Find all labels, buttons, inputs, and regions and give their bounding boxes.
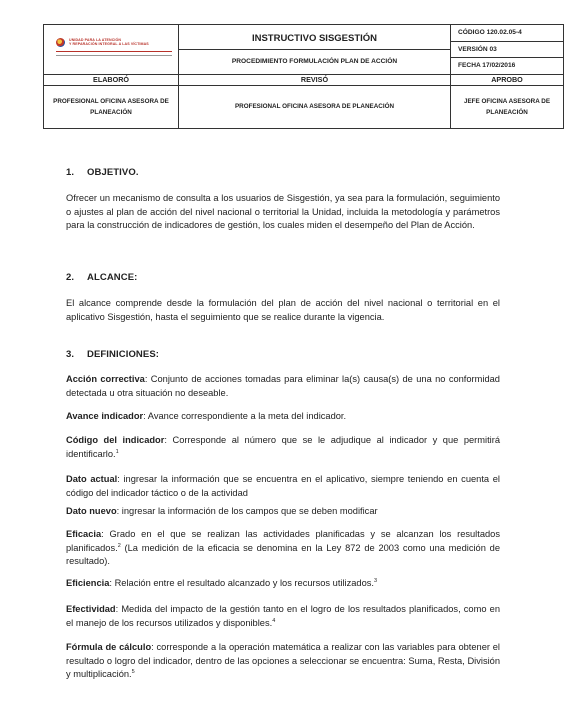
document-version: VERSIÓN 03 (451, 42, 563, 59)
definition-item: Eficiencia: Relación entre el resultado alcanzado y los recursos utilizados.$^3$ (66, 578, 378, 588)
document-header-table (43, 24, 564, 129)
section-heading-alcance: 2. ALCANCE: (66, 272, 138, 283)
logo-cell (44, 25, 179, 75)
definition-item: Eficacia: Grado en el que se realizan las actividades planificadas y se alcanzan los resultados planificados.$^2$ (La medición de la eficacia se denomina en la Ley 872 de 2003 como una medición de resultado). (66, 529, 500, 567)
definition-item: Efectividad: Medida del impacto de la gestión tanto en el logro de los resultados planificados, como en el manejo de los recursos utilizados y disponibles.$^4$ (66, 604, 500, 628)
section-heading-definiciones: 3. DEFINICIONES: (66, 349, 160, 360)
definition-item: Fórmula de cálculo: corresponde a la operación matemática a realizar con las variables para obtener el resultado o logro del indicador, dentro de las opciones a seleccionar se encuentra: Suma, Resta, División y multiplicación.$^5$ (66, 642, 500, 680)
signer-reviso: PROFESIONAL OFICINA ASESORA DE PLANEACIÓN (179, 85, 451, 128)
definition-item: Avance indicador: Avance correspondiente a la meta del indicador. (66, 411, 347, 421)
definition-item: Dato nuevo: ingresar la información de los campos que se deben modificar (66, 506, 378, 516)
role-elaboro: ELABORÓ (44, 74, 179, 85)
signer-elaboro: PROFESIONAL OFICINA ASESORA DE PLANEACIÓN (44, 85, 179, 128)
section-heading-objetivo: 1. OBJETIVO. (66, 167, 139, 178)
definition-item: Acción correctiva: Conjunto de acciones tomadas para eliminar la(s) causa(s) de una no conformidad detectada u otra situación no deseable. (66, 374, 500, 398)
document-code: CÓDIGO 120.02.05-4 (451, 25, 563, 42)
document-date: FECHA 17/02/2016 (458, 62, 516, 69)
document-title: INSTRUCTIVO SISGESTIÓN (179, 26, 450, 50)
section-text-objetivo: Ofrecer un mecanismo de consulta a los usuarios de Sisgestión, ya sea para la formulación, seguimiento o ajustes al plan de acción del nivel nacional o territorial la Unidad, incluida la metodología y parámetros para la construcción de indicadores de gestión, los cuales miden el desempeño del Plan de Acción. (66, 193, 500, 231)
section-text-alcance: El alcance comprende desde la formulación del plan de acción del nivel nacional o territorial en el aplicativo Sisgestión, hasta el seguimiento que se realice durante la vigencia. (66, 298, 500, 322)
coat-of-arms-icon (56, 38, 65, 47)
logo-line-1: UNIDAD PARA LA ATENCIÓN (69, 38, 122, 42)
definition-item: Dato actual: ingresar la información que se encuentra en el aplicativo, siempre teniendo en cuenta el código del indicador táctico o de la actividad (66, 474, 500, 498)
document-subtitle: PROCEDIMIENTO FORMULACIÓN PLAN DE ACCIÓN (231, 57, 398, 65)
institution-logo (56, 36, 174, 48)
title-cell (179, 25, 451, 75)
logo-line-2: Y REPARACIÓN INTEGRAL A LAS VÍCTIMAS (69, 42, 149, 46)
signer-aprobo: JEFE OFICINA ASESORA DE PLANEACIÓN (451, 85, 564, 128)
role-reviso: REVISÓ (179, 74, 451, 85)
definition-item: Código del indicador: Corresponde al número que se le adjudique al indicador y que permitirá identificarlo.$^1$ (66, 435, 501, 459)
role-aprobo: APROBO (451, 74, 564, 85)
code-cell (451, 25, 564, 75)
